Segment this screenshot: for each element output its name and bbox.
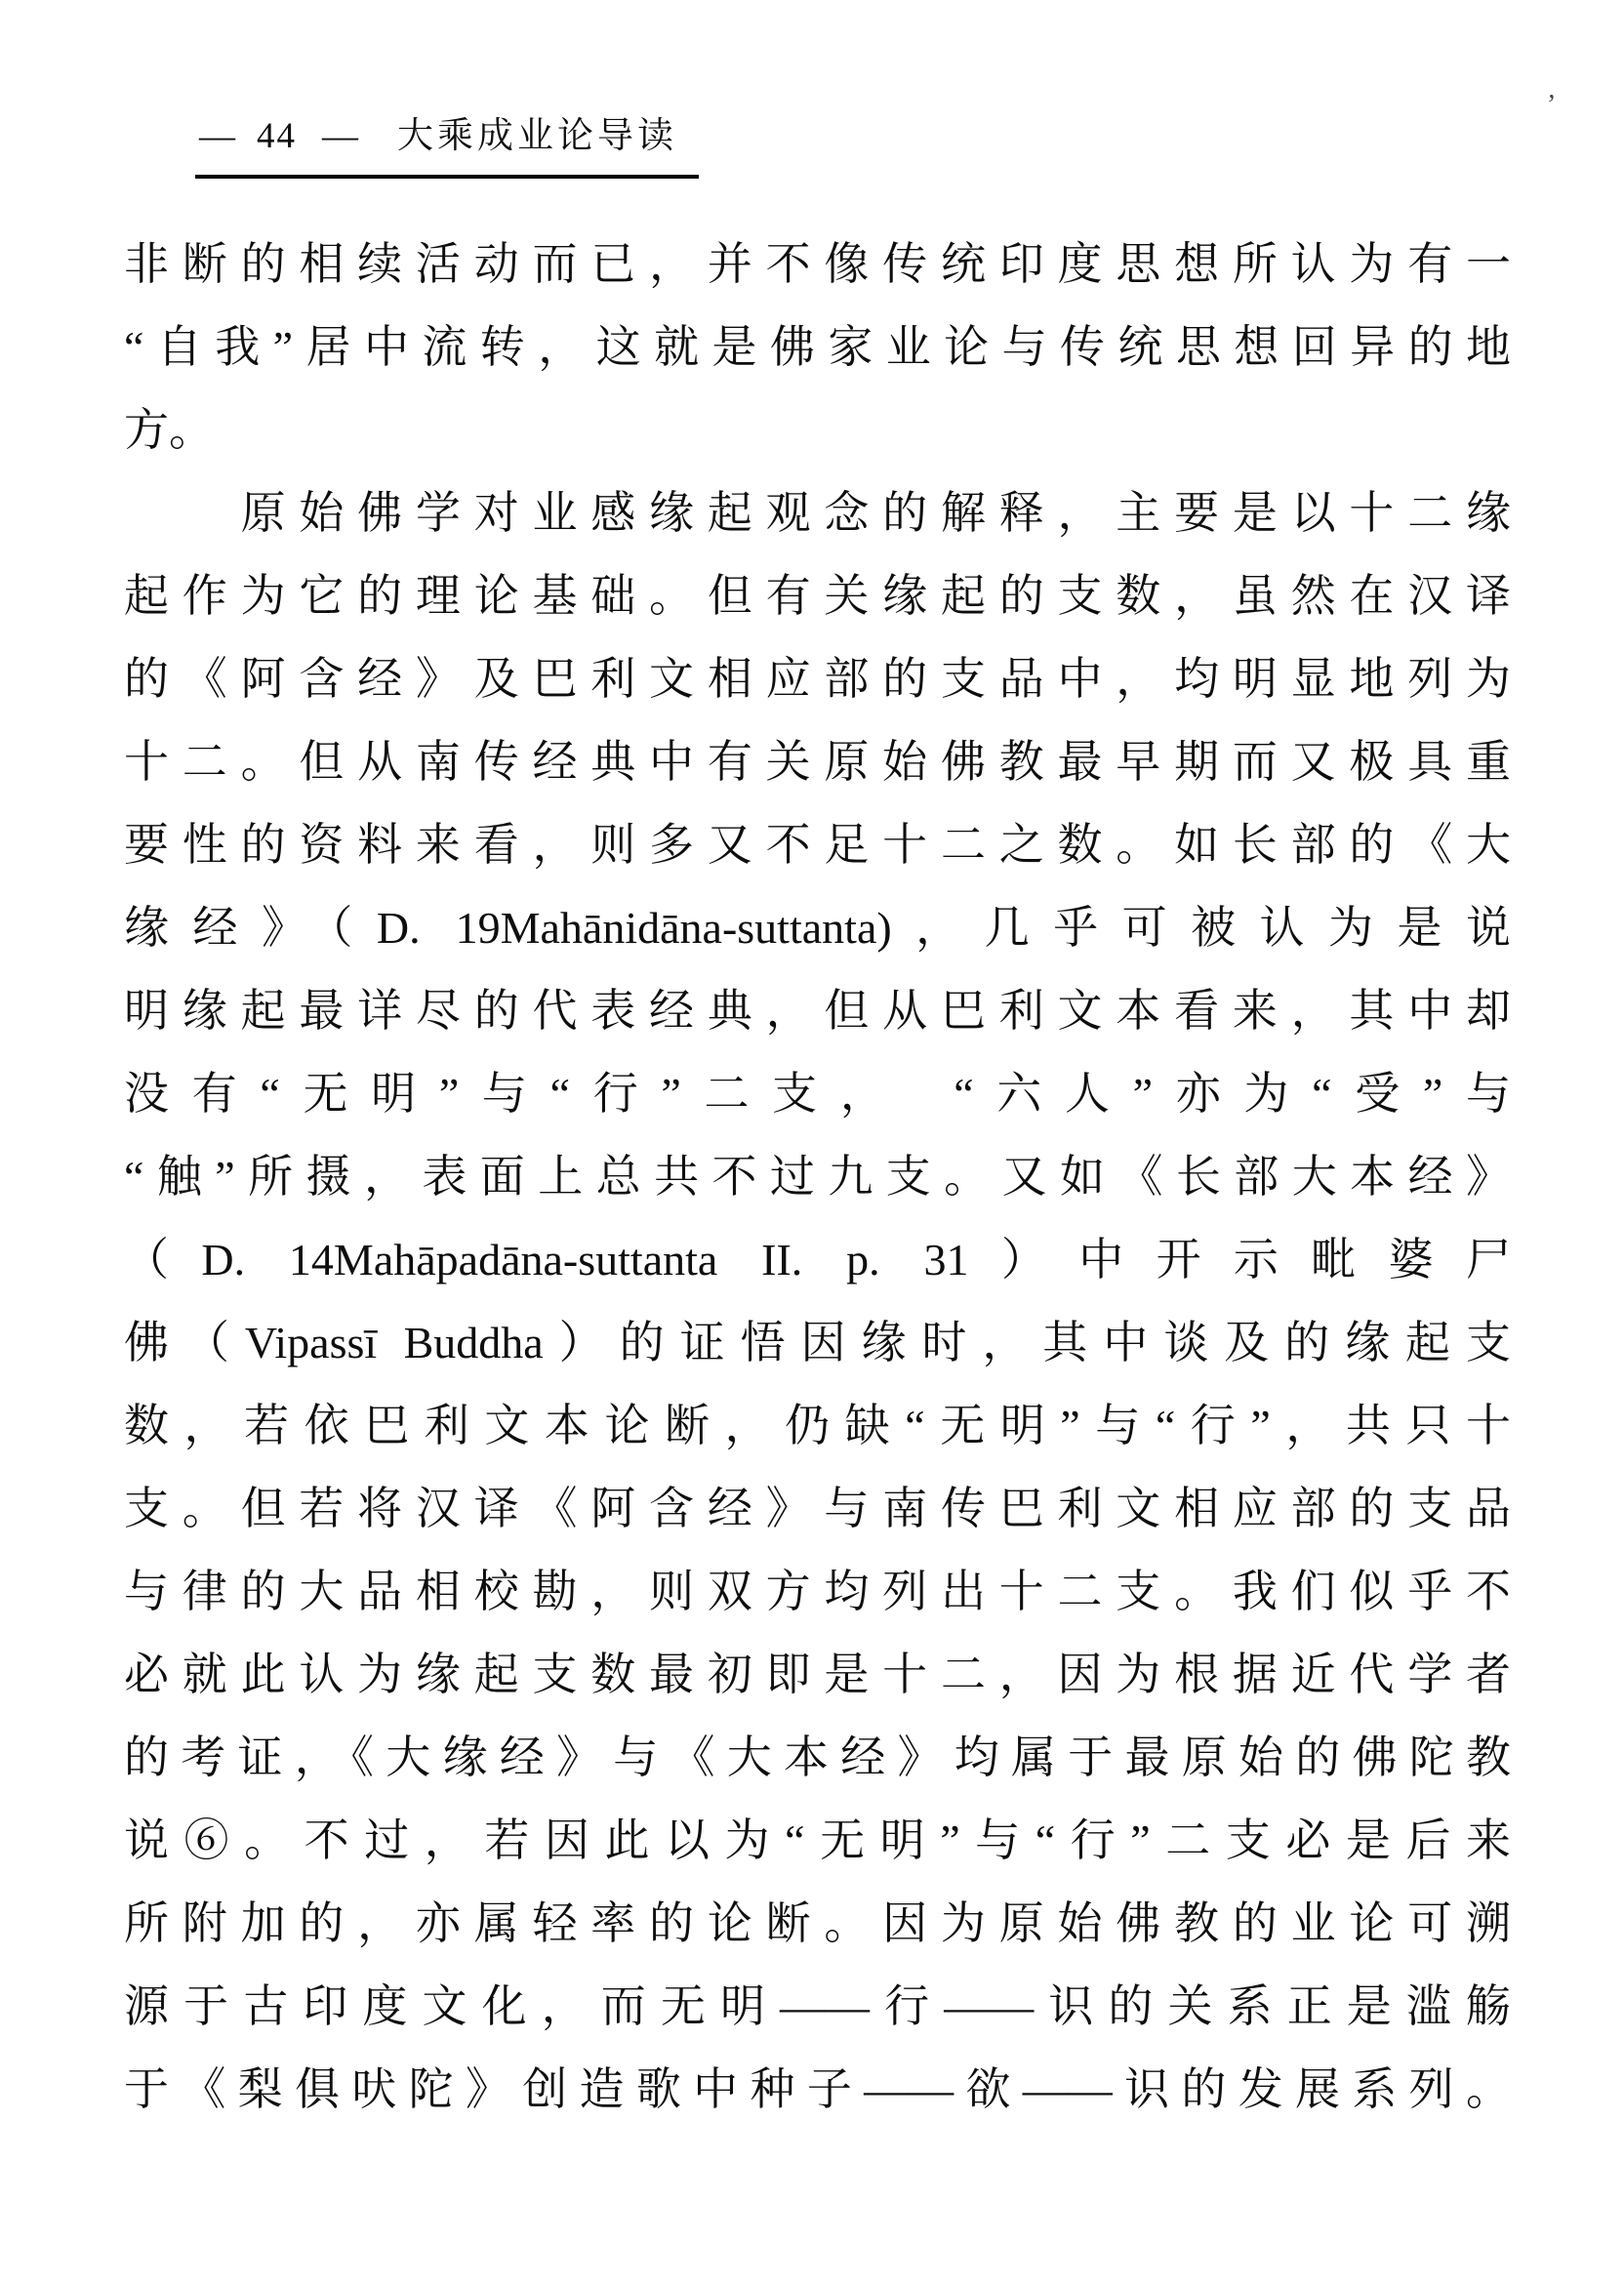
header-dash-right: — <box>322 116 358 156</box>
text-line: 要性的资料来看，则多又不足十二之数。如长部的《大 <box>124 820 1511 870</box>
text-line: 佛（Vipassī Buddha）的证悟因缘时，其中谈及的缘起支 <box>124 1318 1511 1367</box>
text-line: 说⑥。不过，若因此以为“无明”与“行”二支必是后来 <box>124 1815 1511 1865</box>
text-line: 原始佛学对业感缘起观念的解释，主要是以十二缘 <box>124 488 1511 538</box>
body-text <box>124 223 1511 2131</box>
text-line: 数，若依巴利文本论断，仍缺“无明”与“行”，共只十 <box>124 1401 1511 1450</box>
text-line: 必就此认为缘起支数最初即是十二，因为根据近代学者 <box>124 1650 1511 1699</box>
page-number: 44 <box>257 116 297 156</box>
text-line: 支。但若将汉译《阿含经》与南传巴利文相应部的支品 <box>124 1484 1511 1533</box>
text-line: 与律的大品相校勘，则双方均列出十二支。我们似乎不 <box>124 1567 1511 1616</box>
text-line: “触”所摄，表面上总共不过九支。又如《长部大本经》 <box>124 1152 1511 1202</box>
text-line: 的考证，《大缘经》与《大本经》均属于最原始的佛陀教 <box>124 1733 1511 1782</box>
header-dash-left: — <box>199 116 235 156</box>
header-underline <box>195 175 699 179</box>
text-line: 源于古印度文化，而无明——行——识的关系正是滥觞 <box>124 1981 1511 2031</box>
text-line: 的《阿含经》及巴利文相应部的支品中，均明显地列为 <box>124 654 1511 704</box>
text-line: 明缘起最详尽的代表经典，但从巴利文本看来，其中却 <box>124 986 1511 1036</box>
text-line: 所附加的，亦属轻率的论断。因为原始佛教的业论可溯 <box>124 1898 1511 1948</box>
text-line: “自我”居中流转，这就是佛家业论与传统思想回异的地 <box>124 322 1511 372</box>
text-line: 方。 <box>124 405 214 455</box>
book-title: 大乘成业论导读 <box>397 116 677 156</box>
text-line: 非断的相续活动而已，并不像传统印度思想所认为有一 <box>124 239 1511 289</box>
text-line: 缘经》（D. 19Mahānidāna-suttanta)，几乎可被认为是说 <box>124 903 1511 953</box>
scan-artifact: ’ <box>1547 90 1557 120</box>
text-line: 十二。但从南传经典中有关原始佛教最早期而又极具重 <box>124 737 1511 787</box>
text-line: 于《梨俱吠陀》创造歌中种子——欲——识的发展系列。 <box>124 2064 1511 2114</box>
text-line: 起作为它的理论基础。但有关缘起的支数，虽然在汉译 <box>124 571 1511 621</box>
text-line: （D. 14Mahāpadāna-suttanta II. p. 31）中开示毗婆尸 <box>124 1235 1511 1285</box>
text-line: 没有“无明”与“行”二支， “六人”亦为“受”与 <box>124 1069 1511 1119</box>
page-header <box>199 115 677 158</box>
